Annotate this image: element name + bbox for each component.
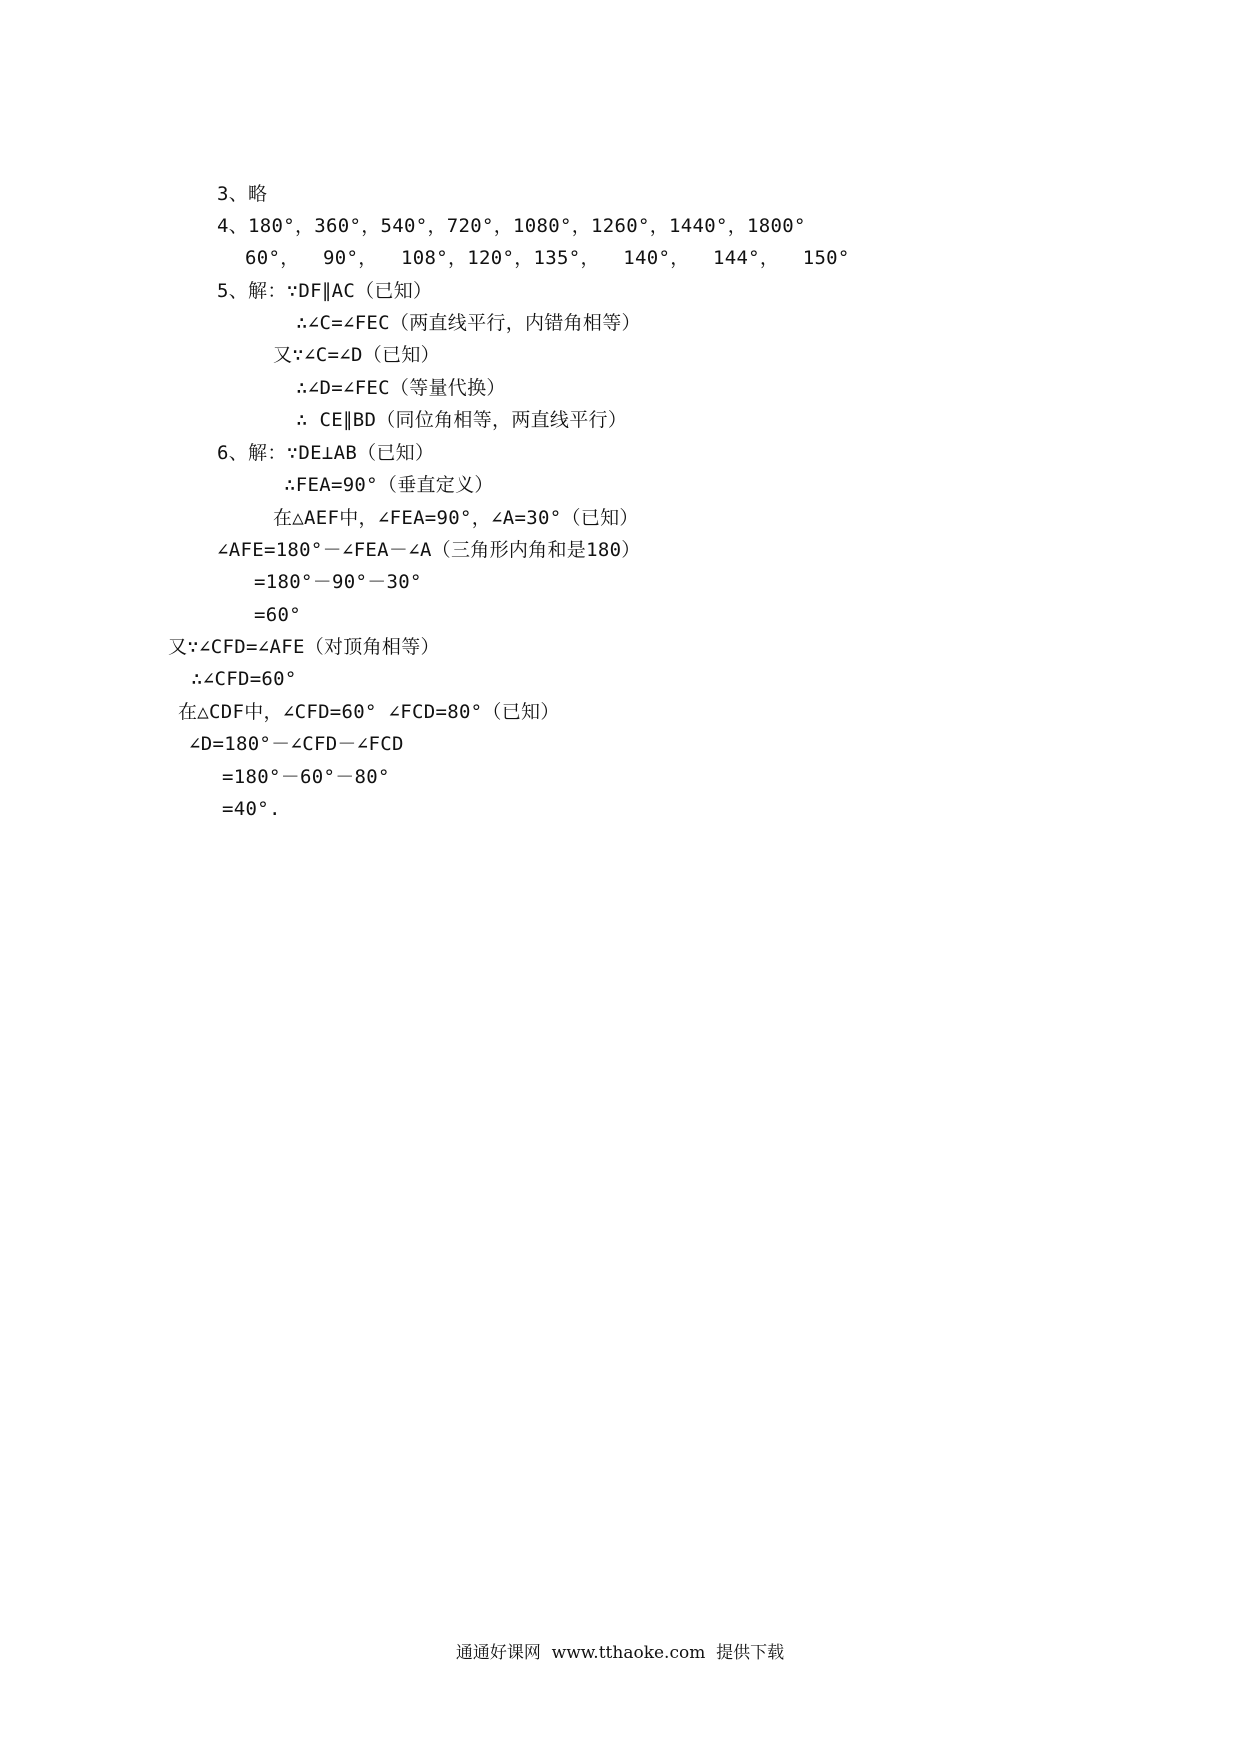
answer-6-step-3: ∠AFE=180°－∠FEA－∠A（三角形内角和是180） xyxy=(217,539,641,561)
answer-4-angles: 60°， 90°， 108°，120°，135°， 140°， 144°， 150° xyxy=(245,247,850,269)
answer-6-step-1: ∴FEA=90°（垂直定义） xyxy=(284,474,494,496)
page-footer: 通通好课网 www.tthaoke.com 提供下载 xyxy=(455,1643,785,1663)
answer-6-step-5: =60° xyxy=(254,604,301,626)
answer-6-step-6: 又∵∠CFD=∠AFE（对顶角相等） xyxy=(168,636,440,658)
answer-6-result: =40°. xyxy=(222,798,281,820)
answer-6-step-10: =180°－60°－80° xyxy=(222,766,390,788)
answer-6-step-4: =180°－90°－30° xyxy=(254,571,422,593)
answer-3: 3、略 xyxy=(217,183,268,205)
answer-6-step-7: ∴∠CFD=60° xyxy=(191,668,297,690)
answer-5-step-3: ∴∠D=∠FEC（等量代换） xyxy=(296,377,506,399)
answer-5-step-1: ∴∠C=∠FEC（两直线平行，内错角相等） xyxy=(296,312,641,334)
answer-6-given: 6、解：∵DE⊥AB（已知） xyxy=(217,442,435,464)
answer-5-given: 5、解：∵DF∥AC（已知） xyxy=(217,280,433,302)
answer-5-step-2: 又∵∠C=∠D（已知） xyxy=(273,344,440,366)
answer-6-step-8: 在△CDF中，∠CFD=60° ∠FCD=80°（已知） xyxy=(178,701,560,723)
answer-4-sums: 4、180°，360°，540°，720°，1080°，1260°，1440°，1800° xyxy=(217,215,806,237)
answer-5-conclusion: ∴ CE∥BD（同位角相等，两直线平行） xyxy=(296,409,628,431)
answer-6-step-9: ∠D=180°－∠CFD－∠FCD xyxy=(189,733,404,755)
answer-6-step-2: 在△AEF中，∠FEA=90°，∠A=30°（已知） xyxy=(273,507,639,529)
